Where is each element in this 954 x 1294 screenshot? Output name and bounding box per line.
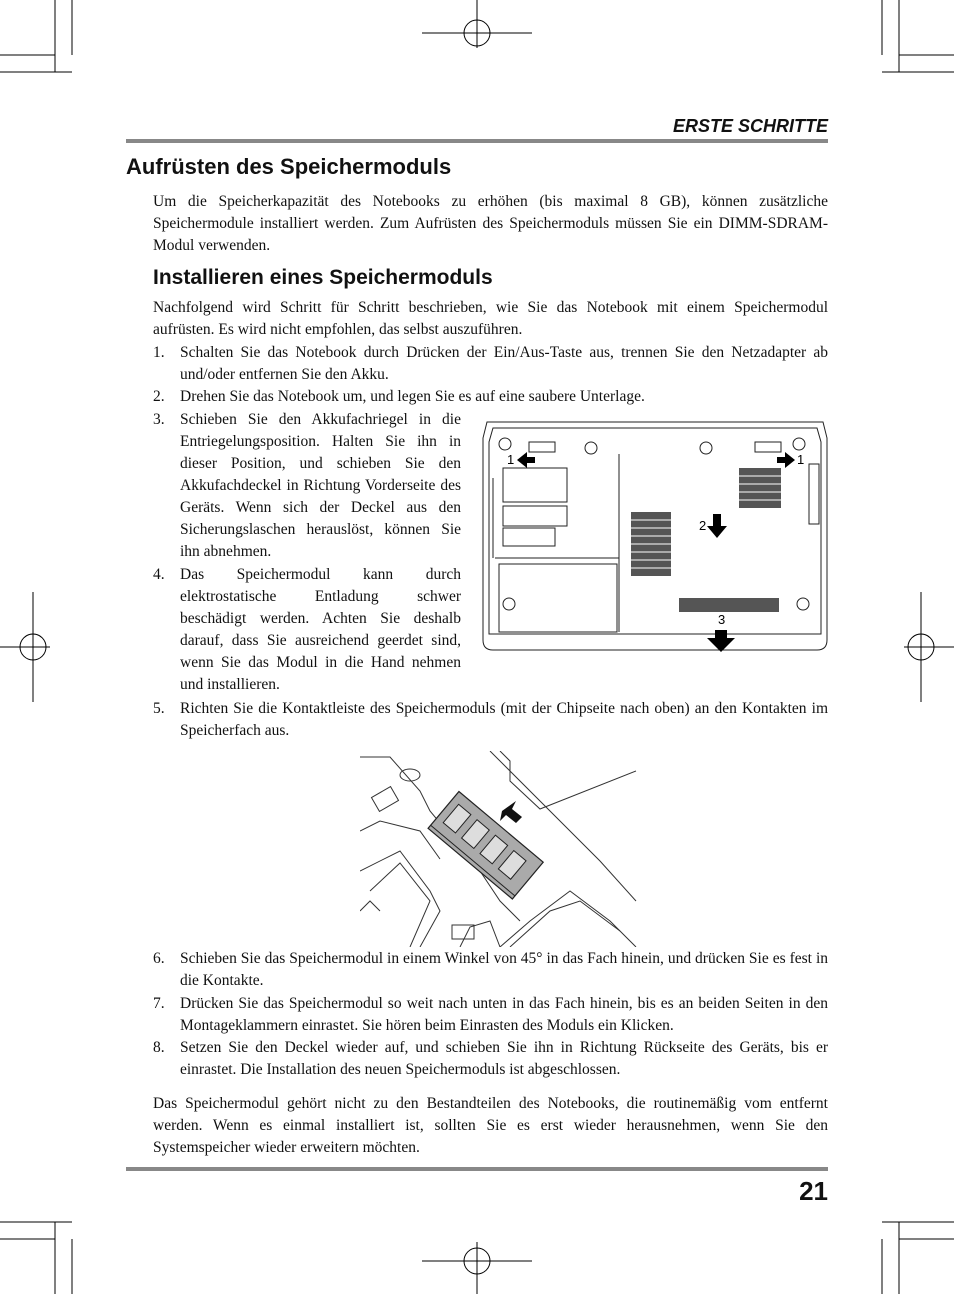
step-number: 2. [153, 388, 165, 405]
step-number: 3. [153, 411, 165, 428]
step-number: 6. [153, 950, 165, 967]
step-text: Schalten Sie das Notebook durch Drücken der Ein/Aus-Taste aus, trennen Sie den Netzadapter ab und/oder entfernen Sie den Akku. [180, 344, 828, 383]
step-text: Schieben Sie das Speichermodul in einem Winkel von 45° in das Fach hinein, und drücken Sie es fest in die Kontakte. [180, 950, 828, 989]
intro-paragraph: Um die Speicherkapazität des Notebooks zu erhöhen (bis maximal 8 GB), können zusätzliche Speichermodule installiert werden. Zum Aufrüsten des Speichermoduls müssen Sie ein DIMM-SDRAM-Modul verwenden. [153, 193, 828, 254]
step-number: 8. [153, 1039, 165, 1056]
closing-paragraph: Das Speichermodul gehört nicht zu den Bestandteilen des Notebooks, die routinemäßig vom entfernt werden. Wenn es einmal installiert ist, sollten Sie es erst wieder herausnehmen, wenn Sie den Systemspeicher wieder erweitern möchten. [153, 1095, 828, 1156]
running-header: ERSTE SCHRITTE [672, 116, 828, 136]
step-number: 1. [153, 344, 165, 361]
notebook-bottom-figure [481, 418, 829, 653]
footer-rule [126, 1167, 828, 1171]
step-text: Drücken Sie das Speichermodul so weit nach unten in das Fach hinein, bis es an beiden Seiten in den Montageklammern einrastet. Sie hören beim Einrasten des Moduls ein Klicken. [180, 995, 828, 1034]
step-text: Das Speichermodul kann durch elektrostatische Entladung schwer beschädigt werden. Achten Sie deshalb darauf, dass Sie ausreichend geerdet sind, wenn Sie das Modul in die Hand nehmen und installieren. [180, 566, 461, 693]
header-rule [126, 139, 828, 143]
step-number: 5. [153, 700, 165, 717]
section-heading: Aufrüsten des Speichermoduls [126, 154, 452, 179]
step-text: Schieben Sie den Akkufachriegel in die Entriegelungsposition. Halten Sie ihn in dieser Position, und schieben Sie den Akkufachdeckel in Richtung Vorderseite des Geräts. Wenn sich der Deckel aus den Sicherungslaschen herauslöst, können Sie ihn abnehmen. [180, 411, 461, 560]
page-number: 21 [799, 1176, 828, 1206]
lead-paragraph: Nachfolgend wird Schritt für Schritt beschrieben, wie Sie das Notebook mit einem Speichermodul aufrüsten. Es wird nicht empfohlen, das selbst auszuführen. [153, 299, 828, 338]
step-text: Drehen Sie das Notebook um, und legen Sie es auf eine saubere Unterlage. [180, 388, 645, 405]
step-text: Setzen Sie den Deckel wieder auf, und schieben Sie ihn in Richtung Rückseite des Geräts, bis er einrastet. Die Installation des neuen Speichermoduls ist abgeschlossen. [180, 1039, 828, 1078]
figure-label: 1 [507, 452, 515, 467]
figure-label: 3 [718, 612, 726, 627]
subsection-heading: Installieren eines Speichermoduls [153, 266, 493, 289]
memory-module-figure [360, 751, 638, 947]
step-text: Richten Sie die Kontaktleiste des Speichermoduls (mit der Chipseite nach oben) an den Kontakten im Speicherfach aus. [180, 700, 828, 739]
figure-label: 2 [699, 518, 707, 533]
figure-label: 1 [797, 452, 805, 467]
step-number: 4. [153, 566, 165, 583]
step-number: 7. [153, 995, 165, 1012]
